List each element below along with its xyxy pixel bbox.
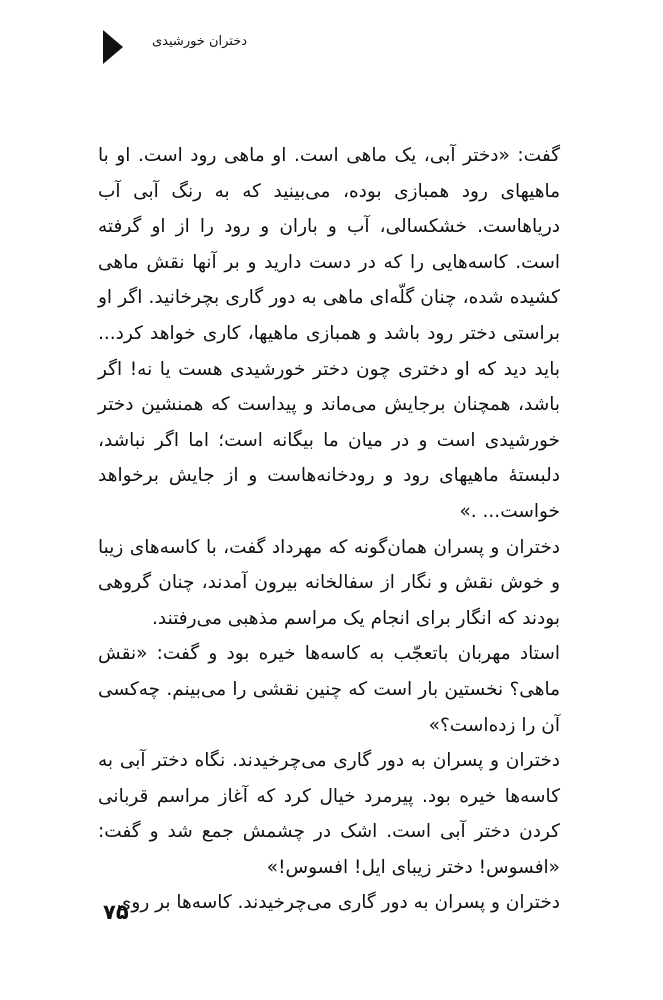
page-number: ۷۵ — [103, 900, 129, 924]
paragraph-1: گفت: «دختر آبی، یک ماهی است. او ماهی رود است. او با ماهیهای رود همبازی بوده، می‌بینید که به رنگ آبی آب دریاهاست. خشکسالی، آب و باران و رود را از او گرفته است. کاسه‌هایی را که در دست دارید و بر آنها نقش ماهی کشیده شده، چنان گلّه‌ای ماهی به دور گاری بچرخانید. اگر او براستی دختر رود باشد و همبازی ماهیها، کاری خواهد کرد... باید دید که او دختری چون دختر خورشیدی هست یا نه! اگر باشد، همچنان برجایش می‌ماند و پیداست که همنشین دختر خورشیدی است و در میان ما بیگانه است؛ اما اگر نباشد، دلبستهٔ ماهیهای رود و رودخانه‌هاست و از جایش برخواهد خواست... .» — [98, 145, 560, 522]
paragraph-5: دختران و پسران به دور گاری می‌چرخیدند. کاسه‌ها بر روی — [116, 892, 560, 914]
paragraph-3: استاد مهربان باتعجّب به کاسه‌ها خیره بود و گفت: «نقش ماهی؟ نخستین بار است که چنین نقشی را می‌بینم. چه‌کسی آن را زده‌است؟» — [98, 643, 560, 736]
running-title: دختران خورشیدی — [152, 34, 248, 49]
paragraph-2: دختران و پسران همان‌گونه که مهرداد گفت، با کاسه‌های زیبا و خوش نقش و نگار از سفالخانه بیرون آمدند، چنان گروهی بودند که انگار برای انجام یک مراسم مذهبی می‌رفتند. — [98, 536, 560, 629]
page-header — [0, 30, 663, 70]
body-text — [98, 138, 560, 921]
paragraph-4: دختران و پسران به دور گاری می‌چرخیدند. نگاه دختر آبی به کاسه‌ها خیره بود. پیرمرد خیال کرد که آغاز مراسم قربانی کردن دختر آبی است. اشک در چشمش جمع شد و گفت: «افسوس! دختر زیبای ایل! افسوس!» — [98, 750, 560, 878]
header-triangle-icon — [103, 30, 123, 64]
